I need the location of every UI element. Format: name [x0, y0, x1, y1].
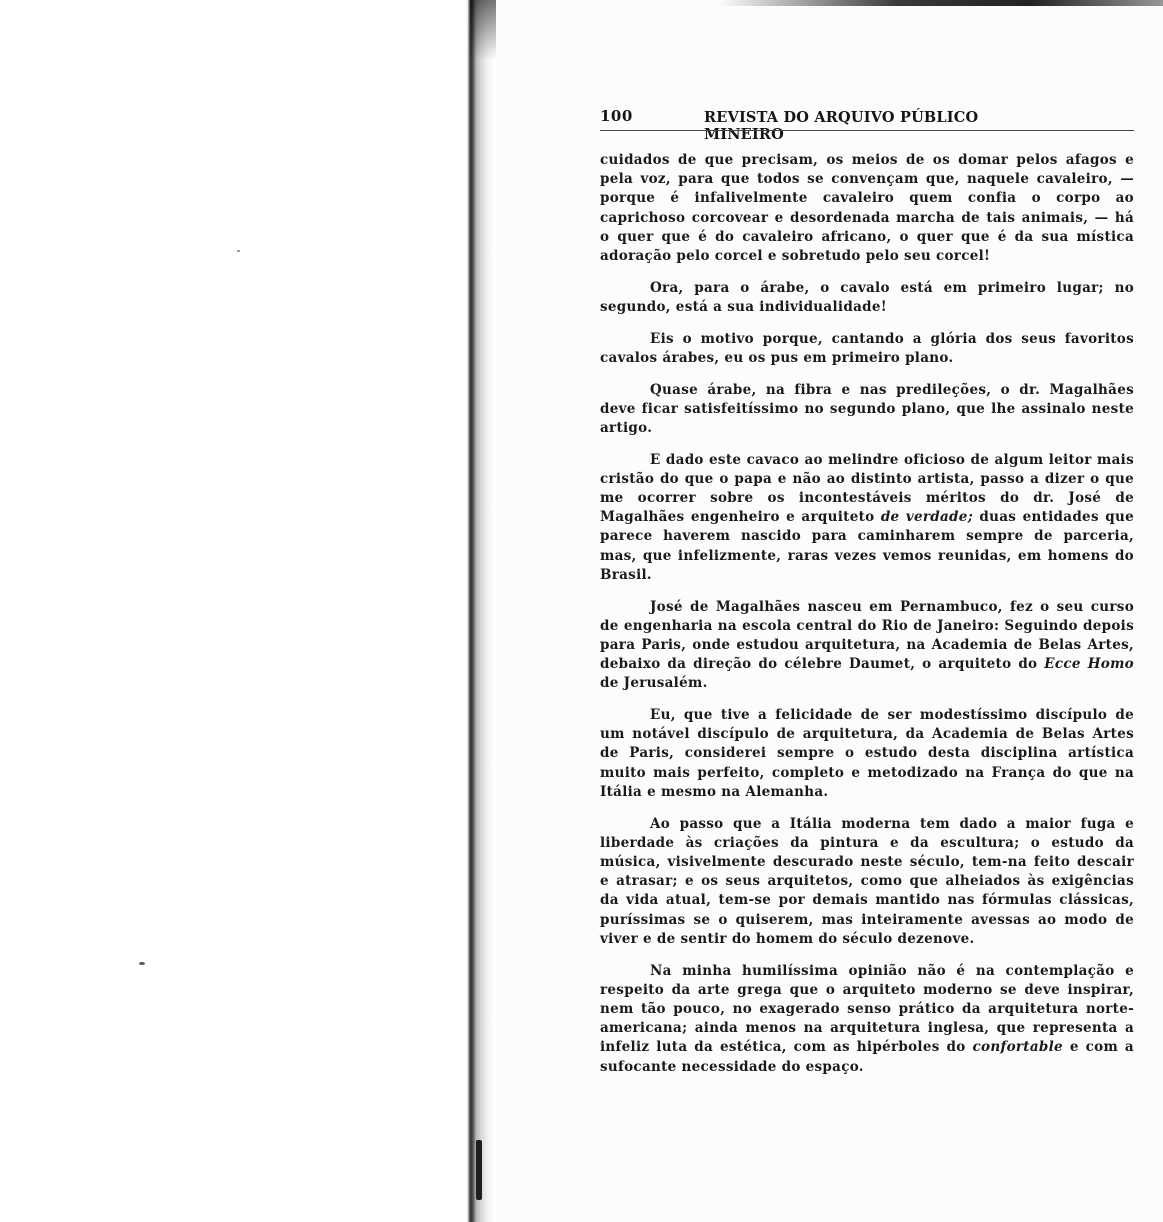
paper-speck	[237, 250, 240, 252]
italic-phrase: confortable	[972, 1039, 1063, 1056]
italic-phrase: Ecce Homo	[1044, 656, 1134, 673]
paragraph-text: José de Magalhães nasceu em Pernambuco, fez o seu curso de engenharia na escola central do Rio de Janeiro: Seguindo depois para Paris, onde estudou arquitetura, na Academia de Belas Artes, debaixo da direção do célebre Daumet, o arquiteto do	[600, 598, 1134, 673]
paper-speck	[139, 962, 145, 965]
paragraph-text: cuidados de que precisam, os meios de os domar pelos afagos e pela voz, para que todos se convençam que, naquele cavaleiro, — porque é infalivelmente cavaleiro quem confia o corpo ao caprichoso corcovear e desordenada marcha de tais animais, — há o quer que é do cavaleiro africano, o quer que é da sua mística adoração pelo corcel e sobretudo pelo seu corcel!	[600, 152, 1134, 265]
paragraph-text: Ao passo que a Itália moderna tem dado a maior fuga e liberdade às criações da pintura e da escultura; o estudo da música, visivelmente descurado neste século, tem-na feito descair e atrasar; e os seus arquitetos, como que alheiados às exigências da vida atual, tem-se por demais mantido nas fórmulas clássicas, puríssimas se o quiserem, mas inteiramente avessas ao modo de viver e de sentir do homem do século dezenove.	[600, 815, 1134, 947]
paragraph	[600, 330, 1134, 368]
running-title: REVISTA DO ARQUIVO PÚBLICO MINEIRO	[704, 109, 979, 143]
paragraph-text: Na minha humilíssima opinião não é na contemplação e respeito da arte grega que o arquiteto moderno se deve inspirar, nem tão pouco, no exagerado senso prático da arquitetura norte-americana; ainda menos na arquitetura inglesa, que representa a infeliz luta da estética, com as hipérboles do	[600, 962, 1134, 1056]
italic-phrase: de verdade;	[880, 509, 973, 526]
page-top-edge-shadow	[720, 0, 1163, 6]
paragraph-text: de Jerusalém.	[600, 675, 708, 692]
paragraph-text: Eu, que tive a felicidade de ser modestíssimo discípulo de um notável discípulo de arquitetura, da Academia de Belas Artes de Paris, considerei sempre o estudo desta disciplina artística muito mais perfeito, completo e metodizado na França do que na Itália e mesmo na Alemanha.	[600, 707, 1134, 800]
paragraph	[600, 962, 1134, 1077]
gutter-top-shadow	[470, 0, 498, 60]
paragraph	[600, 381, 1134, 439]
paragraph-text: Eis o motivo porque, cantando a glória dos seus favoritos cavalos árabes, eu os pus em primeiro plano.	[600, 330, 1134, 366]
paragraph	[600, 151, 1134, 266]
paragraph	[600, 706, 1134, 802]
paragraph	[600, 451, 1134, 585]
left-blank-page	[0, 0, 468, 1222]
header-rule	[600, 130, 1134, 131]
paragraph	[600, 815, 1134, 949]
page-header	[600, 104, 1034, 143]
paragraph-text: duas entidades que parece haverem nascido para caminharem sempre de parceria, mas, que infelizmente, raras vezes vemos reunidas, em homens do Brasil.	[600, 509, 1134, 583]
article-body	[600, 151, 1134, 1077]
paragraph-text: e com a sufocante necessidade do espaço.	[600, 1039, 1134, 1075]
paragraph	[600, 598, 1134, 694]
page-number: 100	[600, 107, 633, 125]
binding-mark	[476, 1140, 482, 1200]
paragraph-text: Quase árabe, na fibra e nas predileções, o dr. Magalhães deve ficar satisfeitíssimo no segundo plano, que lhe assinalo neste artigo.	[600, 381, 1134, 436]
book-gutter-shadow	[466, 0, 496, 1222]
paragraph	[600, 279, 1134, 317]
paragraph-text: Ora, para o árabe, o cavalo está em primeiro lugar; no segundo, está a sua individualidade!	[600, 279, 1134, 315]
paragraph-text: E dado este cavaco ao melindre oficioso de algum leitor mais cristão do que o papa e não ao distinto artista, passo a dizer o que me ocorrer sobre os incontestáveis méritos do dr. José de Magalhães engenheiro e arquiteto	[600, 451, 1134, 526]
